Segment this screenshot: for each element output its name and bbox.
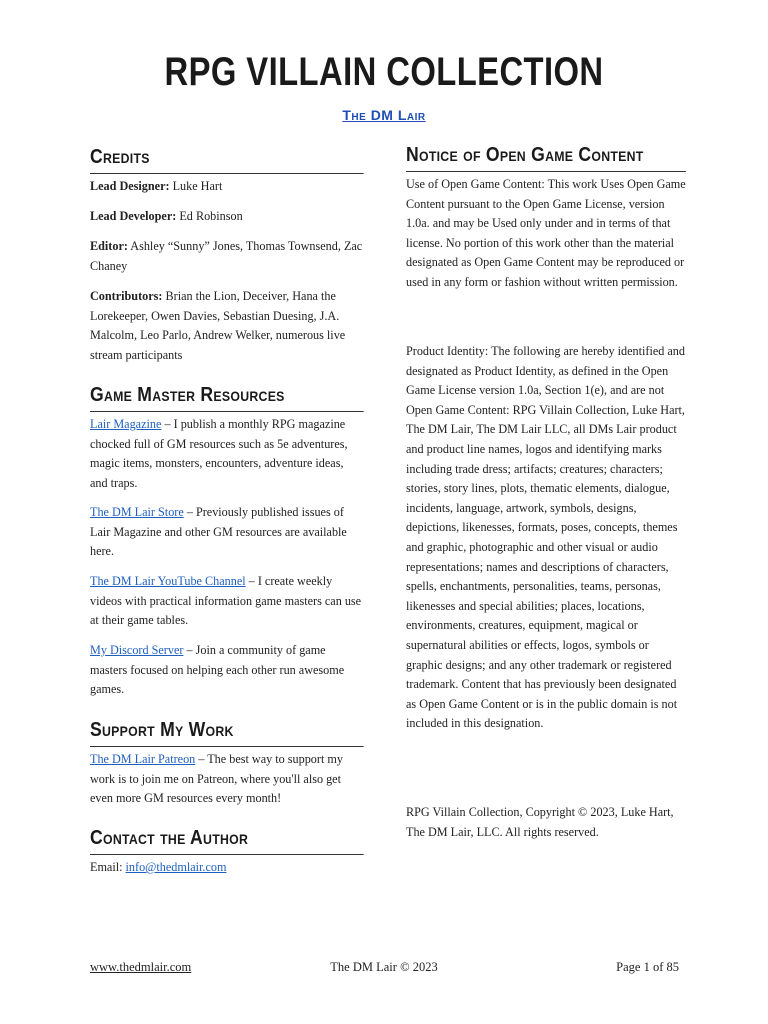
- copyright-paragraph: RPG Villain Collection, Copyright © 2023, Luke Hart, The DM Lair, LLC. All rights reserved.: [406, 805, 674, 839]
- footer-page-number: Page 1 of 85: [616, 960, 679, 974]
- contributors-label: Contributors:: [90, 289, 163, 303]
- document-title: RPG VILLAIN COLLECTION: [164, 50, 604, 94]
- lead-developer-line: [90, 207, 364, 227]
- support-section: [90, 719, 364, 747]
- gm-resource-item: [90, 572, 364, 631]
- ogc-paragraph: [406, 175, 686, 293]
- gm-resource-text: – I publish a monthly RPG magazine chocked full of GM resources such as 5e adventures, magic items, monsters, encounters, adventure ideas, and traps.: [90, 417, 348, 490]
- lead-developer-label: Lead Developer:: [90, 209, 177, 223]
- lead-designer-line: [90, 177, 364, 197]
- footer-website-link[interactable]: www.thedmlair.com: [90, 960, 192, 974]
- gm-resource-text: – Join a community of game masters focused on helping each other run awesome games.: [90, 643, 345, 697]
- discord-server-link[interactable]: My Discord Server: [90, 643, 184, 657]
- ogc-heading: Notice of Open Game Content: [406, 144, 686, 172]
- gm-resource-text: – I create weekly videos with practical information game masters can use at their game tables.: [90, 574, 362, 628]
- editor-label: Editor:: [90, 239, 128, 253]
- ogc-paragraph: [406, 803, 686, 842]
- patreon-link[interactable]: The DM Lair Patreon: [90, 752, 196, 766]
- gm-resource-item: [90, 415, 364, 493]
- ogc-section: [406, 144, 686, 172]
- credits-section: [90, 146, 364, 174]
- editor-value: Ashley “Sunny” Jones, Thomas Townsend, Zac Chaney: [90, 239, 363, 273]
- lead-designer-value: Luke Hart: [169, 179, 223, 193]
- gm-resource-item: [90, 503, 364, 562]
- youtube-channel-link[interactable]: The DM Lair YouTube Channel: [90, 574, 246, 588]
- support-heading: Support My Work: [90, 719, 364, 747]
- contributors-line: [90, 287, 364, 365]
- support-body: – The best way to support my work is to join me on Patreon, where you'll also get even more GM resources every month!: [90, 752, 343, 806]
- product-identity-paragraph: Product Identity: The following are hereby identified and designated as Product Identity, as defined in the Open Game License version 1.0a, Section 1(e), and are not Open Game Content: RPG Villain Collection, Luke Hart, The DM Lair, The DM Lair LLC, all DMs Lair product and product line names, logos and identifying marks including trade dress; artifacts; creatures; characters; stories, story lines, plots, thematic elements, dialogue, incidents, language, artwork, symbols, designs, depictions, likenesses, formats, poses, concepts, themes and graphic, photographic and other visual or audio representations; names and descriptions of characters, spells, enchantments, personalities, teams, personas, likenesses and special abilities; places, locations, environments, creatures, equipment, magical or supernatural abilities or effects, logos, symbols or graphic designs; and any other trademark or registered trademark. Content that has previously been designated as Open Game Content or is in the public domain is not included in this designation.: [406, 344, 685, 731]
- gm-resource-item: [90, 641, 364, 700]
- credits-heading: Credits: [90, 146, 364, 174]
- support-text: [90, 750, 364, 809]
- dm-lair-link[interactable]: The DM Lair: [342, 107, 426, 123]
- gm-resource-text: – Previously published issues of Lair Magazine and other GM resources are available here.: [90, 505, 347, 559]
- email-link[interactable]: info@thedmlair.com: [125, 860, 227, 874]
- editor-line: [90, 237, 364, 276]
- ogc-use-paragraph: Use of Open Game Content: This work Uses Open Game Content pursuant to the Open Game License, version 1.0a. and may be Used only under and in terms of that license. No portion of this work other than the material designated as Open Game Content may be reproduced or used in any form or fashion without written permission.: [406, 177, 686, 289]
- lead-developer-value: Ed Robinson: [176, 209, 243, 223]
- gm-resources-heading: Game Master Resources: [90, 384, 364, 412]
- email-label: Email:: [90, 860, 126, 874]
- contact-section: [90, 827, 364, 855]
- lead-designer-label: Lead Designer:: [90, 179, 170, 193]
- gm-resources-section: [90, 384, 364, 412]
- footer-copyright: The DM Lair © 2023: [330, 960, 438, 974]
- contributors-value: Brian the Lion, Deceiver, Hana the Lorekeeper, Owen Davies, Sebastian Duesing, J.A. Malcolm, Leo Parlo, Andrew Welker, numerous live stream participants: [90, 289, 346, 362]
- ogc-paragraph: [406, 342, 686, 734]
- contact-heading: Contact the Author: [90, 827, 364, 855]
- dm-lair-store-link[interactable]: The DM Lair Store: [90, 505, 184, 519]
- lair-magazine-link[interactable]: Lair Magazine: [90, 417, 162, 431]
- contact-line: [90, 858, 364, 878]
